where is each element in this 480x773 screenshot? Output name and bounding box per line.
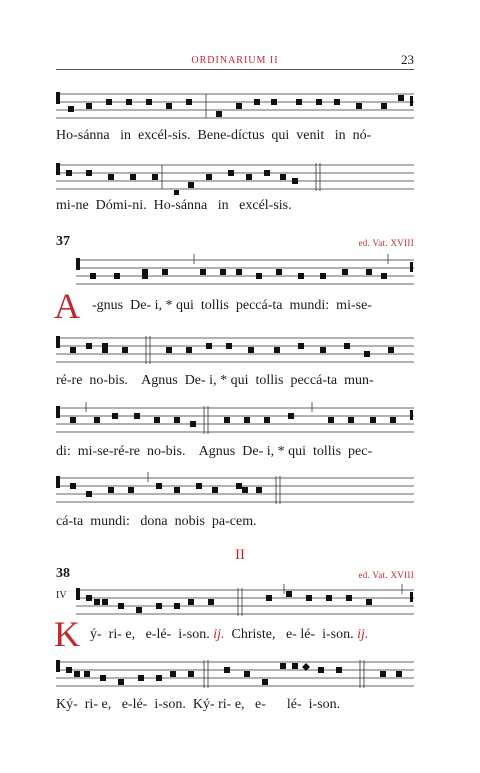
page-header — [56, 50, 414, 70]
kyrie-lyrics-1b: Christe, e- lé- i-son. — [224, 627, 358, 642]
chant-number-37: 37 — [56, 234, 70, 249]
header-rule — [56, 69, 414, 70]
agnus-lyrics-1: -gnus De- i, * qui tollis peccá-ta mundi: mi-se- — [92, 298, 372, 313]
kyrie-lyrics-1 — [90, 627, 450, 643]
agnus-lyrics-2: ré-re no-bis. Agnus De- i, * qui tollis peccá-ta mun- — [56, 373, 374, 388]
kyrie-lyrics-2: Ký- ri- e, e-lé- i-son. Ký- ri- e, e- lé- i-son. — [56, 697, 341, 712]
initial-letter-a: A — [54, 286, 80, 326]
chant-number-38: 38 — [56, 566, 70, 581]
agnus-lyrics-3: di: mi-se-ré-re no-bis. Agnus De- i, * qui tollis pec- — [56, 444, 373, 459]
kyrie-lyrics-1a: ý- ri- e, e-lé- i-son. — [90, 627, 214, 642]
lyrics-line-2: mi-ne Dómi-ni. Ho-sánna in excél-sis. — [56, 198, 292, 213]
section-title: II — [235, 547, 245, 563]
lyrics-line-1: Ho-sánna in excél-sis. Bene-díctus qui venit in nó- — [56, 128, 372, 143]
page-number: 23 — [401, 52, 414, 67]
source-label-37: ed. Vat. XVIII — [358, 238, 414, 248]
agnus-lyrics-4: cá-ta mundi: dona nobis pa-cem. — [56, 514, 257, 529]
repeat-marker-ij: ij. — [213, 627, 225, 642]
source-label-38: ed. Vat. XVIII — [358, 570, 414, 580]
initial-letter-k: K — [54, 614, 80, 654]
repeat-marker-ij: ij. — [357, 627, 369, 642]
running-title: ORDINARIUM II — [191, 55, 279, 66]
mode-label: IV — [56, 590, 67, 601]
